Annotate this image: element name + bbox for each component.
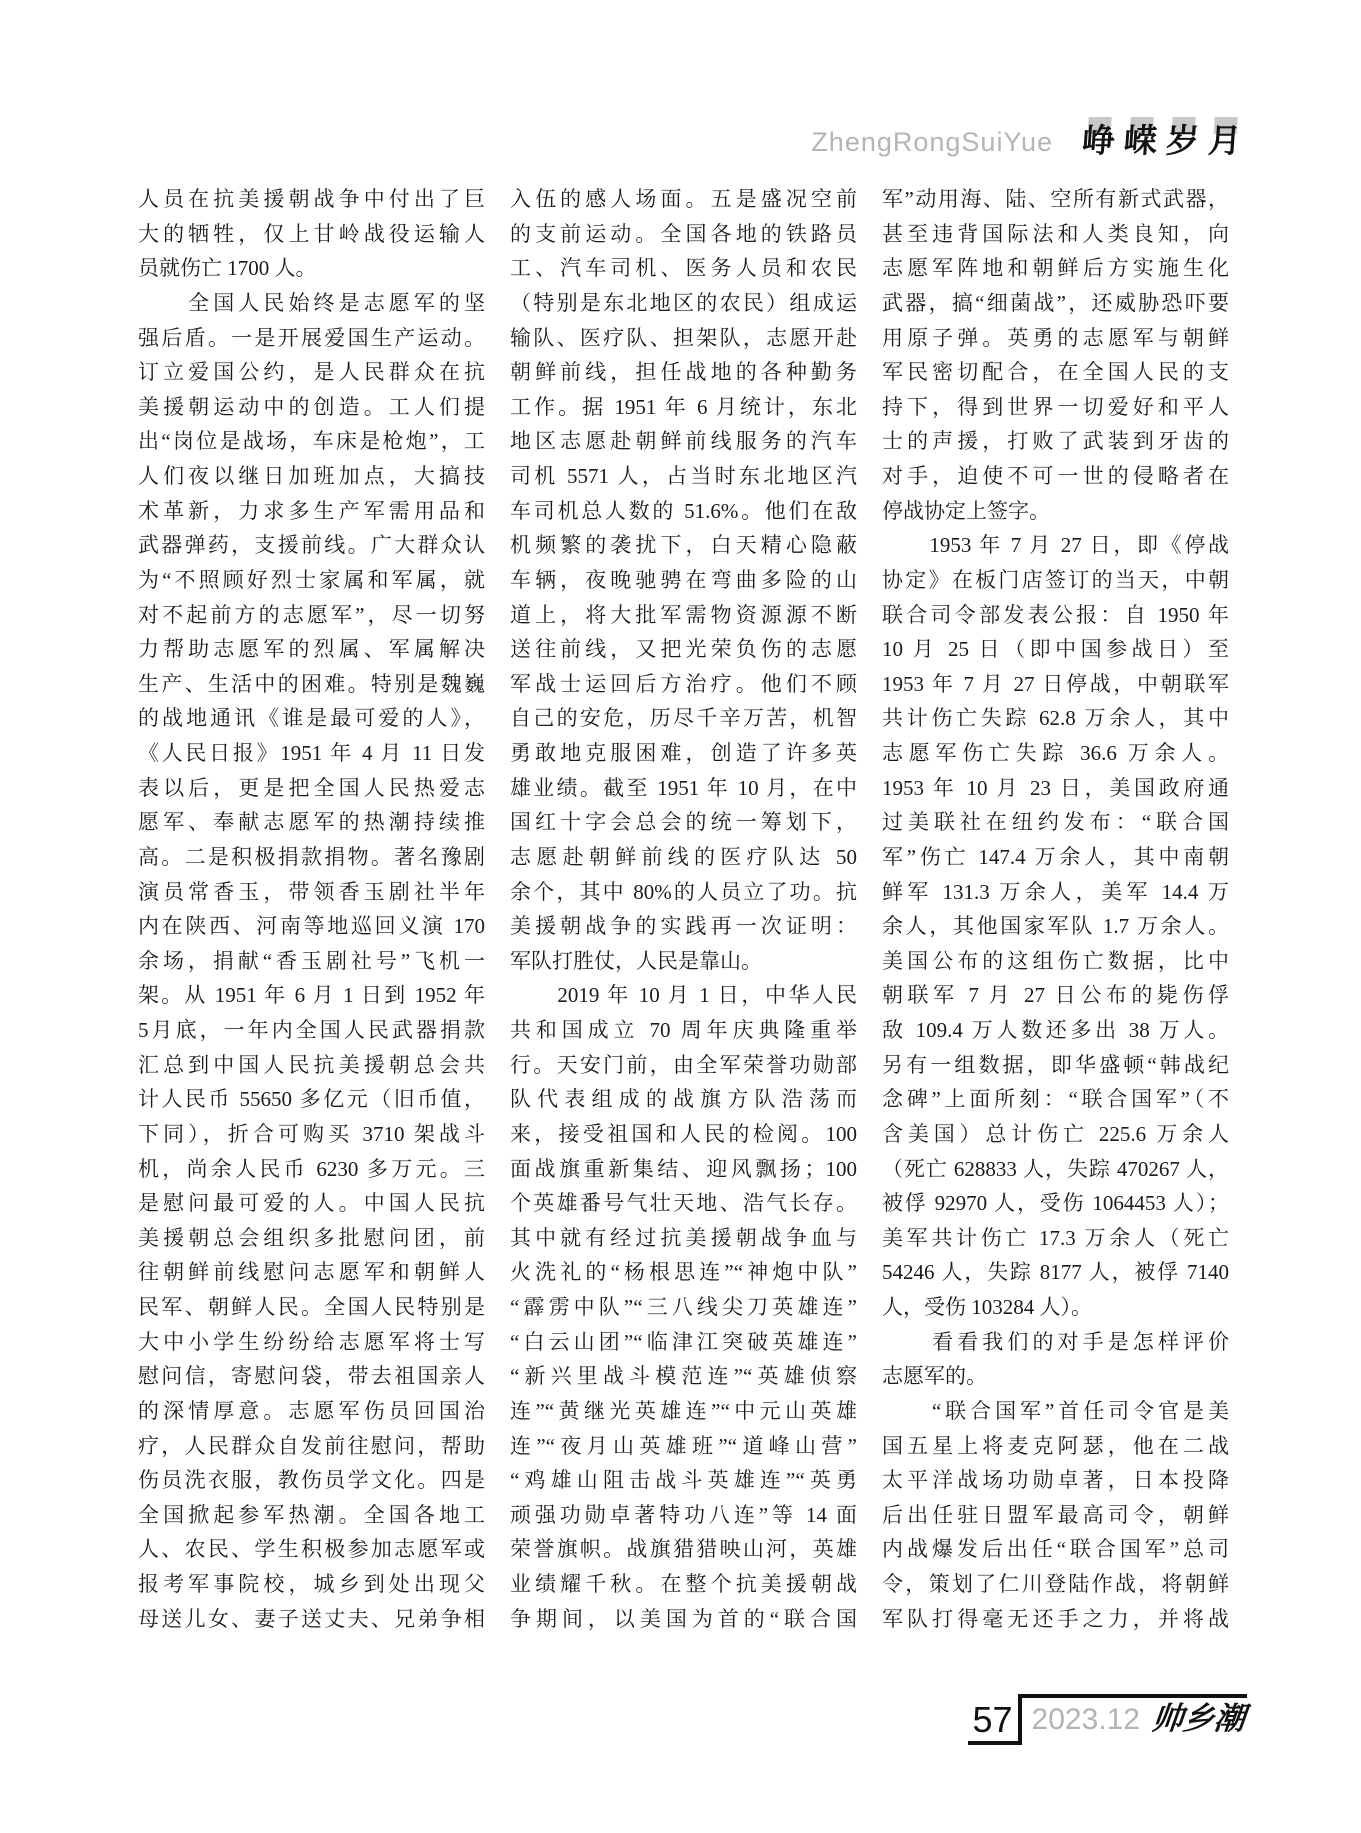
- magazine-logo: 帅乡潮: [1150, 1701, 1247, 1737]
- text-line: 士的声援，打败了武装到牙齿的: [882, 429, 1229, 454]
- text-line: 令，策划了仁川登陆作战，将朝鲜: [882, 1572, 1229, 1596]
- text-line: 1953 年 7 月 27 日停战，中朝联军: [882, 671, 1229, 696]
- text-line: 员就伤亡 1700 人。: [138, 256, 317, 281]
- text-line: 车辆，夜晚驰骋在弯曲多险的山: [510, 567, 857, 592]
- text-line: 其中就有经过抗美援朝战争血与: [510, 1225, 857, 1250]
- text-line: 后出任驻日盟军最高司令，朝鲜: [882, 1502, 1229, 1527]
- issue-date: 2023.12: [1031, 1702, 1140, 1736]
- text-line: 协定》在板门店签订的当天，中朝: [882, 567, 1229, 592]
- text-line: 人们夜以继日加班加点，大搞技: [138, 464, 485, 488]
- text-line: 大的牺牲，仅上甘岭战役运输人: [138, 221, 485, 246]
- text-line: 用原子弹。英勇的志愿军与朝鲜: [882, 325, 1229, 350]
- text-line: 志愿赴朝鲜前线的医疗队达 50: [510, 844, 857, 869]
- section-title: [1073, 126, 1241, 159]
- text-line: 全国人民始终是志愿军的坚: [138, 290, 485, 315]
- text-line: （死亡 628833 人，失踪 470267 人，: [882, 1156, 1229, 1181]
- section-title-char: 岁: [1164, 124, 1201, 160]
- text-line: 入伍的感人场面。五是盛况空前: [510, 187, 857, 211]
- text-line: 强后盾。一是开展爱国生产运动。: [138, 325, 485, 350]
- text-line: 生产、生活中的困难。特别是魏巍: [138, 671, 485, 696]
- text-line: “鸡雄山阻击战斗英雄连”“英勇: [510, 1468, 857, 1493]
- text-line: 顽强功勋卓著特功八连”等 14 面: [510, 1502, 857, 1527]
- text-line: （特别是东北地区的农民）组成运: [510, 290, 857, 315]
- text-line: “白云山团”“临津江突破英雄连”: [510, 1329, 857, 1354]
- text-line: 朝鲜前线，担任战地的各种勤务: [510, 360, 857, 385]
- text-line: 余人，其他国家军队 1.7 万余人。: [882, 914, 1229, 939]
- text-line: 面战旗重新集结、迎风飘扬；100: [510, 1156, 857, 1181]
- text-line: 太平洋战场功勋卓著，日本投降: [882, 1468, 1229, 1493]
- text-line: 演员常香玉，带领香玉剧社半年: [138, 879, 485, 904]
- text-line: 力帮助志愿军的烈属、军属解决: [138, 637, 485, 662]
- text-line: 机频繁的袭扰下，白天精心隐蔽: [510, 533, 857, 558]
- text-line: 《人民日报》1951 年 4 月 11 日发: [138, 741, 485, 765]
- text-line: 送往前线，又把光荣负伤的志愿: [510, 637, 857, 662]
- text-line: 5月底，一年内全国人民武器捐款: [138, 1018, 485, 1042]
- text-line: 全国掀起参军热潮。全国各地工: [138, 1502, 485, 1527]
- text-line: 出“岗位是战场，车床是枪炮”，工: [138, 429, 485, 454]
- text-line: 志愿军伤亡失踪 36.6 万余人。: [882, 741, 1229, 765]
- text-line: 愿军、奉献志愿军的热潮持续推: [138, 810, 485, 835]
- text-line: 武器，搞“细菌战”，还威胁恐吓要: [882, 290, 1229, 315]
- text-line: 1953 年 10 月 23 日，美国政府通: [882, 775, 1229, 800]
- page-number: 57: [968, 1700, 1018, 1745]
- text-line: 订立爱国公约，是人民群众在抗: [138, 360, 485, 385]
- text-line: 司机 5571 人，占当时东北地区汽: [510, 464, 857, 488]
- text-line: 术革新，力求多生产军需用品和: [138, 498, 485, 523]
- text-line: 为“不照顾好烈士家属和军属，就: [138, 567, 485, 592]
- text-line: 美援朝战争的实践再一次证明：: [510, 914, 857, 939]
- text-line: 火洗礼的“杨根思连”“神炮中队”: [510, 1260, 857, 1285]
- text-line: 地区志愿赴朝鲜前线服务的汽车: [510, 429, 857, 454]
- text-line: 伤员洗衣服，教伤员学文化。四是: [138, 1468, 485, 1493]
- section-title-char: 月: [1206, 124, 1243, 160]
- text-line: 1953 年 7 月 27 日，即《停战: [882, 533, 1229, 558]
- text-line: 2019 年 10 月 1 日，中华人民: [510, 983, 857, 1008]
- text-line: 共计伤亡失踪 62.8 万余人，其中: [882, 706, 1229, 731]
- text-line: 军”伤亡 147.4 万余人，其中南朝: [882, 844, 1229, 869]
- section-title-char: 嵘: [1122, 124, 1159, 160]
- text-line: “新兴里战斗模范连”“英雄侦察: [510, 1364, 857, 1389]
- text-line: 对手，迫使不可一世的侵略者在: [882, 464, 1229, 488]
- text-line: 的支前运动。全国各地的铁路员: [510, 221, 857, 246]
- text-line: “霹雳中队”“三八线尖刀英雄连”: [510, 1295, 857, 1319]
- text-line: 国红十字会总会的统一筹划下，: [510, 810, 857, 835]
- text-line: 另有一组数据，即华盛顿“韩战纪: [882, 1052, 1229, 1077]
- text-line: 是慰问最可爱的人。中国人民抗: [138, 1191, 485, 1216]
- text-line: 美国公布的这组伤亡数据，比中: [882, 948, 1229, 973]
- page-header: [811, 126, 1241, 159]
- text-line: 志愿军阵地和朝鲜后方实施生化: [882, 256, 1229, 281]
- text-line: 停战协定上签字。: [882, 498, 1050, 523]
- page-footer: [968, 1694, 1248, 1745]
- text-column-3: [882, 182, 1229, 1636]
- text-line: 人、农民、学生积极参加志愿军或: [138, 1537, 485, 1562]
- text-line: 54246 人，失踪 8177 人，被俘 7140: [882, 1260, 1229, 1285]
- text-line: 表以后，更是把全国人民热爱志: [138, 775, 485, 800]
- text-line: 军战士运回后方治疗。他们不顾: [510, 671, 857, 696]
- text-line: 鲜军 131.3 万余人，美军 14.4 万: [882, 879, 1229, 904]
- text-line: 朝联军 7 月 27 日公布的毙伤俘: [882, 983, 1229, 1008]
- text-line: 大中小学生纷纷给志愿军将士写: [138, 1329, 485, 1354]
- text-line: 内战爆发后出任“联合国军”总司: [882, 1537, 1229, 1562]
- text-line: 美援朝总会组织多批慰问团，前: [138, 1225, 485, 1250]
- text-line: 美军共计伤亡 17.3 万余人（死亡: [882, 1225, 1229, 1250]
- text-line: “联合国军”首任司令官是美: [882, 1398, 1229, 1423]
- text-line: 志愿军的。: [882, 1364, 987, 1389]
- text-line: 工、汽车司机、医务人员和农民: [510, 256, 857, 281]
- text-line: 的战地通讯《谁是最可爱的人》，: [138, 706, 485, 731]
- text-line: 军”动用海、陆、空所有新式武器，: [882, 187, 1229, 211]
- text-line: 连”“黄继光英雄连”“中元山英雄: [510, 1398, 857, 1423]
- text-line: 军队打胜仗，人民是靠山。: [510, 948, 762, 973]
- text-line: 过美联社在纽约发布：“联合国: [882, 810, 1229, 835]
- text-column-2: [510, 182, 857, 1636]
- text-line: 行。天安门前，由全军荣誉功勋部: [510, 1052, 857, 1077]
- text-line: 共和国成立 70 周年庆典隆重举: [510, 1018, 857, 1042]
- text-line: 军队打得毫无还手之力，并将战: [882, 1606, 1229, 1631]
- text-line: 美援朝运动中的创造。工人们提: [138, 394, 485, 419]
- issue-box: [1018, 1694, 1247, 1745]
- text-line: 报考军事院校，城乡到处出现父: [138, 1572, 485, 1596]
- text-line: 含美国）总计伤亡 225.6 万余人: [882, 1121, 1229, 1146]
- article-body: [138, 182, 1229, 1636]
- text-column-1: [138, 182, 485, 1636]
- text-line: 内在陕西、河南等地巡回义演 170: [138, 914, 485, 939]
- text-line: 余个，其中 80%的人员立了功。抗: [510, 879, 857, 904]
- text-line: 汇总到中国人民抗美援朝总会共: [138, 1052, 485, 1077]
- text-line: 敌 109.4 万人数还多出 38 万人。: [882, 1018, 1229, 1042]
- text-line: 连”“夜月山英雄班”“道峰山营”: [510, 1433, 857, 1458]
- text-line: 输队、医疗队、担架队，志愿开赴: [510, 325, 857, 350]
- text-line: 下同），折合可购买 3710 架战斗: [138, 1121, 485, 1146]
- text-line: 看看我们的对手是怎样评价: [882, 1329, 1229, 1354]
- text-line: 机，尚余人民币 6230 多万元。三: [138, 1156, 485, 1181]
- text-line: 甚至违背国际法和人类良知，向: [882, 221, 1229, 246]
- text-line: 高。二是积极捐款捐物。著名豫剧: [138, 844, 485, 869]
- text-line: 车司机总人数的 51.6%。他们在敌: [510, 498, 857, 523]
- text-line: 工作。据 1951 年 6 月统计，东北: [510, 394, 857, 419]
- text-line: 往朝鲜前线慰问志愿军和朝鲜人: [138, 1260, 485, 1285]
- text-line: 10 月 25 日（即中国参战日）至: [882, 637, 1229, 662]
- text-line: 民军、朝鲜人民。全国人民特别是: [138, 1295, 485, 1319]
- text-line: 武器弹药，支援前线。广大群众认: [138, 533, 485, 558]
- text-line: 慰问信，寄慰问袋，带去祖国亲人: [138, 1364, 485, 1389]
- text-line: 争期间，以美国为首的“联合国: [510, 1606, 857, 1631]
- text-line: 计人民币 55650 多亿元（旧币值，: [138, 1087, 485, 1112]
- text-line: 被俘 92970 人，受伤 1064453 人）；: [882, 1191, 1229, 1216]
- text-line: 联合司令部发表公报：自 1950 年: [882, 602, 1229, 627]
- text-line: 自己的安危，历尽千辛万苦，机智: [510, 706, 857, 731]
- text-line: 军民密切配合，在全国人民的支: [882, 360, 1229, 385]
- text-line: 母送儿女、妻子送丈夫、兄弟争相: [138, 1606, 485, 1631]
- text-line: 疗，人民群众自发前往慰问，帮助: [138, 1433, 485, 1458]
- text-line: 念碑”上面所刻：“联合国军”（不: [882, 1087, 1229, 1112]
- text-line: 荣誉旗帜。战旗猎猎映山河，英雄: [510, 1537, 857, 1562]
- text-line: 人，受伤 103284 人）。: [882, 1295, 1092, 1319]
- text-line: 来，接受祖国和人民的检阅。100: [510, 1121, 857, 1146]
- section-title-pinyin: ZhengRongSuiYue: [811, 127, 1053, 157]
- text-line: 业绩耀千秋。在整个抗美援朝战: [510, 1572, 857, 1596]
- text-line: 道上，将大批军需物资源源不断: [510, 602, 857, 627]
- text-line: 余场，捐献“香玉剧社号”飞机一: [138, 948, 485, 973]
- text-line: 的深情厚意。志愿军伤员回国治: [138, 1398, 485, 1423]
- text-line: 个英雄番号气壮天地、浩气长存。: [510, 1191, 857, 1216]
- section-title-char: 峥: [1080, 124, 1117, 160]
- text-line: 国五星上将麦克阿瑟，他在二战: [882, 1433, 1229, 1458]
- text-line: 队代表组成的战旗方队浩荡而: [510, 1087, 857, 1112]
- text-line: 勇敢地克服困难，创造了许多英: [510, 741, 857, 765]
- text-line: 架。从 1951 年 6 月 1 日到 1952 年: [138, 983, 485, 1008]
- text-line: 对不起前方的志愿军”，尽一切努: [138, 602, 485, 627]
- text-line: 人员在抗美援朝战争中付出了巨: [138, 187, 485, 211]
- text-line: 雄业绩。截至 1951 年 10 月，在中: [510, 775, 857, 800]
- text-line: 持下，得到世界一切爱好和平人: [882, 394, 1229, 419]
